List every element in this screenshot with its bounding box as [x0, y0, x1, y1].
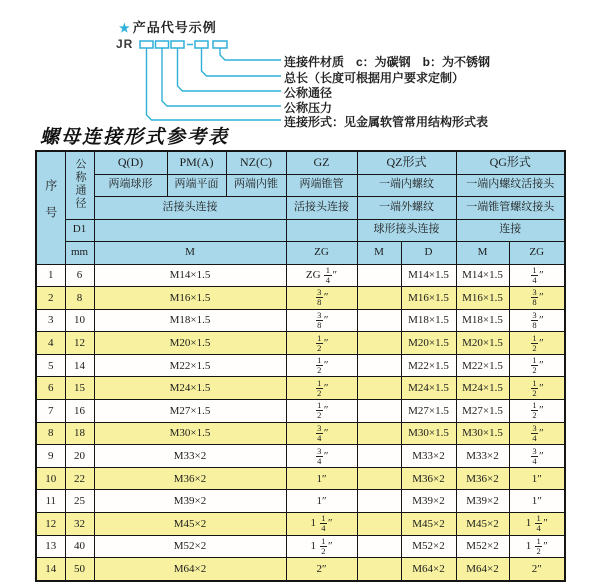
connector-line-length — [202, 48, 282, 76]
header-d1-blank-2 — [286, 219, 357, 242]
cell-m: M36×2 — [94, 467, 286, 490]
cell-m: M45×2 — [94, 513, 286, 536]
cell-qg_zg: $\frac{1}{2}$ ″ — [509, 354, 565, 377]
cell-qg_zg: 1″ — [509, 490, 565, 513]
code-box-4 — [195, 41, 208, 48]
header-desc-gz: 两端锥管 — [286, 174, 357, 197]
cell-qg_zg: $\frac{1}{2}$ ″ — [509, 377, 565, 400]
cell-dn: 18 — [65, 422, 94, 445]
cell-no: 12 — [36, 513, 65, 536]
cell-gz: $\frac{1}{2}$ ″ — [286, 377, 357, 400]
header-desc-qz: 一端内螺纹 — [357, 174, 456, 197]
cell-qg_zg: $\frac{3}{4}$ ″ — [509, 422, 565, 445]
cell-qz_d: M33×2 — [401, 445, 456, 468]
header-conn-union: 活接头连接 — [94, 197, 286, 220]
cell-qz_d: M52×2 — [401, 535, 456, 558]
cell-qz_d: M16×1.5 — [401, 287, 456, 310]
diagram-heading-text: 产品代号示例 — [132, 20, 217, 35]
cell-qg_m: M45×2 — [456, 513, 509, 536]
header-row-d1 — [36, 219, 565, 242]
header-desc-pma: 两端平面 — [167, 174, 226, 197]
label-total-length: 总长（长度可根据用户要求定制） — [284, 71, 465, 85]
cell-m: M14×1.5 — [94, 264, 286, 287]
cell-qz_m — [357, 287, 401, 310]
cell-qz_m — [357, 332, 401, 355]
header-row-desc — [36, 174, 565, 197]
header-ball-joint: 球形接头连接 — [357, 219, 456, 242]
cell-qz_d: M30×1.5 — [401, 422, 456, 445]
table-row — [36, 445, 565, 468]
cell-qz_m — [357, 309, 401, 332]
cell-no: 5 — [36, 354, 65, 377]
cell-qg_zg: $\frac{1}{4}$ ″ — [509, 264, 565, 287]
cell-no: 14 — [36, 558, 65, 581]
cell-gz: 1″ — [286, 467, 357, 490]
cell-qg_m: M36×2 — [456, 467, 509, 490]
cell-dn: 40 — [65, 535, 94, 558]
cell-qz_m — [357, 422, 401, 445]
cell-dn: 15 — [65, 377, 94, 400]
cell-gz: $\frac{3}{8}$ ″ — [286, 287, 357, 310]
cell-no: 11 — [36, 490, 65, 513]
page-title: 螺母连接形式参考表 — [40, 127, 230, 148]
cell-qg_zg: 1 $\frac{1}{4}$ ″ — [509, 513, 565, 536]
cell-qz_d: M45×2 — [401, 513, 456, 536]
cell-qg_zg: $\frac{1}{2}$ ″ — [509, 400, 565, 423]
nut-connection-reference-table — [35, 150, 566, 582]
cell-m: M24×1.5 — [94, 377, 286, 400]
header-mm: mm — [65, 242, 94, 265]
cell-qg_zg: $\frac{3}{4}$ ″ — [509, 445, 565, 468]
header-d1: D1 — [65, 219, 94, 242]
header-unit-m2: M — [357, 242, 401, 265]
cell-qz_m — [357, 400, 401, 423]
table-header — [36, 151, 565, 264]
header-d1-blank-1 — [94, 219, 286, 242]
cell-m: M20×1.5 — [94, 332, 286, 355]
cell-qz_d: M36×2 — [401, 467, 456, 490]
code-box-1 — [140, 41, 153, 48]
header-type-qz: QZ形式 — [357, 151, 456, 174]
table-row — [36, 287, 565, 310]
cell-qg_m: M33×2 — [456, 445, 509, 468]
label-connector-material: 连接件材质 c：为碳钢 b：为不锈钢 — [284, 55, 491, 69]
cell-qg_zg: 2″ — [509, 558, 565, 581]
header-seq — [36, 151, 65, 264]
table-row — [36, 513, 565, 536]
table-row — [36, 535, 565, 558]
code-box-3 — [171, 41, 184, 48]
header-seq-label: 序号 — [43, 179, 58, 234]
cell-gz: $\frac{1}{2}$ ″ — [286, 332, 357, 355]
cell-qz_m — [357, 377, 401, 400]
cell-no: 1 — [36, 264, 65, 287]
star-icon: ★ — [119, 21, 131, 35]
cell-dn: 50 — [65, 558, 94, 581]
cell-dn: 22 — [65, 467, 94, 490]
cell-qz_m — [357, 513, 401, 536]
cell-qz_m — [357, 535, 401, 558]
header-connect: 连接 — [456, 219, 565, 242]
cell-qg_m: M52×2 — [456, 535, 509, 558]
cell-dn: 6 — [65, 264, 94, 287]
cell-dn: 20 — [65, 445, 94, 468]
cell-m: M30×1.5 — [94, 422, 286, 445]
cell-gz: 1 $\frac{1}{4}$ ″ — [286, 513, 357, 536]
code-prefix: JR — [116, 37, 134, 51]
header-desc-nzc: 两端内锥 — [226, 174, 286, 197]
cell-gz: 1″ — [286, 490, 357, 513]
cell-qz_m — [357, 264, 401, 287]
cell-gz: $\frac{1}{2}$ ″ — [286, 400, 357, 423]
connector-line-form — [147, 48, 282, 120]
table-row — [36, 309, 565, 332]
cell-dn: 16 — [65, 400, 94, 423]
header-row-connection — [36, 197, 565, 220]
table-row — [36, 422, 565, 445]
cell-no: 3 — [36, 309, 65, 332]
header-unit-d: D — [401, 242, 456, 265]
cell-m: M27×1.5 — [94, 400, 286, 423]
cell-qz_d: M14×1.5 — [401, 264, 456, 287]
cell-qg_m: M22×1.5 — [456, 354, 509, 377]
cell-no: 6 — [36, 377, 65, 400]
cell-no: 10 — [36, 467, 65, 490]
header-row-types — [36, 151, 565, 174]
cell-dn: 12 — [65, 332, 94, 355]
cell-qg_m: M16×1.5 — [456, 287, 509, 310]
header-conn-gz: 活接头连接 — [286, 197, 357, 220]
cell-qg_m: M39×2 — [456, 490, 509, 513]
cell-m: M33×2 — [94, 445, 286, 468]
cell-m: M18×1.5 — [94, 309, 286, 332]
cell-qg_m: M64×2 — [456, 558, 509, 581]
header-desc-qg: 一端内螺纹活接头 — [456, 174, 565, 197]
cell-qg_m: M27×1.5 — [456, 400, 509, 423]
cell-dn: 25 — [65, 490, 94, 513]
cell-no: 8 — [36, 422, 65, 445]
header-row-units — [36, 242, 565, 265]
connector-line-diameter — [178, 48, 282, 91]
cell-qz_d: M39×2 — [401, 490, 456, 513]
header-dn — [65, 151, 94, 219]
cell-no: 7 — [36, 400, 65, 423]
connector-line-material — [220, 48, 281, 60]
header-type-qg: QG形式 — [456, 151, 565, 174]
header-type-nzc: NZ(C) — [226, 151, 286, 174]
table-row — [36, 332, 565, 355]
header-type-gz: GZ — [286, 151, 357, 174]
cell-qg_m: M14×1.5 — [456, 264, 509, 287]
cell-qg_m: M18×1.5 — [456, 309, 509, 332]
header-unit-m3: M — [456, 242, 509, 265]
cell-qz_d: M22×1.5 — [401, 354, 456, 377]
header-type-qd: Q(D) — [94, 151, 167, 174]
cell-no: 4 — [36, 332, 65, 355]
cell-qg_m: M30×1.5 — [456, 422, 509, 445]
cell-dn: 8 — [65, 287, 94, 310]
header-conn-qg: 一端锥管螺纹接头 — [456, 197, 565, 220]
cell-m: M64×2 — [94, 558, 286, 581]
label-nominal-diameter: 公称通径 — [284, 86, 333, 100]
cell-qg_zg: $\frac{3}{8}$ ″ — [509, 287, 565, 310]
cell-qg_zg: $\frac{3}{8}$ ″ — [509, 309, 565, 332]
table-body — [36, 264, 565, 581]
header-unit-zg2: ZG — [509, 242, 565, 265]
cell-no: 9 — [36, 445, 65, 468]
header-unit-zg1: ZG — [286, 242, 357, 265]
cell-qz_d: M27×1.5 — [401, 400, 456, 423]
cell-gz: $\frac{3}{8}$ ″ — [286, 309, 357, 332]
header-desc-qd: 两端球形 — [94, 174, 167, 197]
table-row — [36, 354, 565, 377]
cell-qz_m — [357, 467, 401, 490]
cell-qg_zg: 1″ — [509, 467, 565, 490]
cell-gz: 1 $\frac{1}{2}$ ″ — [286, 535, 357, 558]
header-unit-m1: M — [94, 242, 286, 265]
label-connection-form: 连接形式：见金属软管常用结构形式表 — [284, 115, 489, 129]
cell-qz_d: M20×1.5 — [401, 332, 456, 355]
code-box-5 — [213, 41, 227, 48]
cell-no: 13 — [36, 535, 65, 558]
table-row — [36, 490, 565, 513]
cell-gz: $\frac{3}{4}$ ″ — [286, 422, 357, 445]
cell-gz: ZG $\frac{1}{4}$ ″ — [286, 264, 357, 287]
cell-m: M39×2 — [94, 490, 286, 513]
cell-gz: $\frac{3}{4}$ ″ — [286, 445, 357, 468]
table-row — [36, 558, 565, 581]
cell-qg_m: M24×1.5 — [456, 377, 509, 400]
table-row — [36, 400, 565, 423]
cell-qg_zg: 1 $\frac{1}{2}$ ″ — [509, 535, 565, 558]
cell-qz_m — [357, 445, 401, 468]
cell-dn: 10 — [65, 309, 94, 332]
code-box-2 — [156, 41, 169, 48]
label-nominal-pressure: 公称压力 — [284, 101, 333, 115]
table-row — [36, 467, 565, 490]
cell-no: 2 — [36, 287, 65, 310]
header-dn-label: 公称通径 — [74, 157, 86, 210]
diagram-heading — [119, 17, 217, 36]
cell-qz_m — [357, 354, 401, 377]
cell-qz_m — [357, 490, 401, 513]
header-conn-qz: 一端外螺纹 — [357, 197, 456, 220]
cell-qz_d: M24×1.5 — [401, 377, 456, 400]
cell-m: M52×2 — [94, 535, 286, 558]
cell-qz_d: M18×1.5 — [401, 309, 456, 332]
table-row — [36, 377, 565, 400]
cell-qg_m: M20×1.5 — [456, 332, 509, 355]
cell-m: M16×1.5 — [94, 287, 286, 310]
cell-qz_m — [357, 558, 401, 581]
cell-gz: $\frac{1}{2}$ ″ — [286, 354, 357, 377]
cell-dn: 32 — [65, 513, 94, 536]
cell-m: M22×1.5 — [94, 354, 286, 377]
cell-dn: 14 — [65, 354, 94, 377]
table-row — [36, 264, 565, 287]
cell-gz: 2″ — [286, 558, 357, 581]
header-type-pma: PM(A) — [167, 151, 226, 174]
cell-qg_zg: $\frac{1}{2}$ ″ — [509, 332, 565, 355]
cell-qz_d: M64×2 — [401, 558, 456, 581]
